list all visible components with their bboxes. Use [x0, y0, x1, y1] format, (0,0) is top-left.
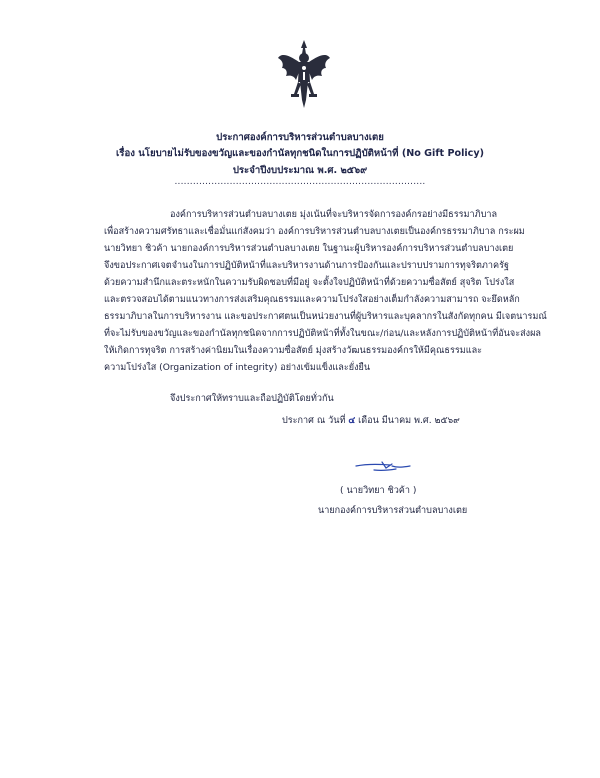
body-paragraph-line: จึงขอประกาศเจตจำนงในการปฏิบัติหน้าที่และบริหารงานด้านการป้องกันและปราบปรามการทุจริตภาครัฐ: [104, 261, 509, 271]
signer-position: นายกองค์การบริหารส่วนตำบลบางเตย: [318, 506, 468, 516]
date-suffix: เดือน มีนาคม พ.ศ. ๒๕๖๙: [358, 416, 460, 426]
garuda-emblem-icon: [276, 38, 332, 110]
closing-statement: จึงประกาศให้ทราบและถือปฏิบัติโดยทั่วกัน: [170, 394, 334, 404]
date-day: ๔: [348, 416, 356, 426]
body-paragraph-line: เพื่อสร้างความศรัทธาและเชื่อมั่นแก่สังคมว่า องค์การบริหารส่วนตำบลบางเตยเป็นองค์กรธรรมาภิบาล กระผม: [104, 227, 525, 237]
date-prefix: ประกาศ ณ วันที่: [282, 416, 346, 426]
body-paragraph-line: ความโปร่งใส (Organization of integrity) อย่างเข้มแข็งและยั่งยืน: [104, 363, 371, 373]
signer-name: ( นายวิทยา ชิวค้า ): [340, 486, 417, 496]
body-paragraph-line: นายวิทยา ชิวค้า นายกองค์การบริหารส่วนตำบลบางเตย ในฐานะผู้บริหารองค์การบริหารส่วนตำบลบางเตย: [104, 244, 514, 254]
fiscal-year-line: ประจำปีงบประมาณ พ.ศ. ๒๕๖๙: [232, 165, 368, 176]
body-paragraph-line: องค์การบริหารส่วนตำบลบางเตย มุ่งเน้นที่จะบริหารจัดการองค์กรอย่างมีธรรมาภิบาล: [170, 210, 498, 220]
body-paragraph-line: ธรรมาภิบาลในการบริหารงาน และขอประกาศตนเป็นหน่วยงานที่ผู้บริหารและบุคลากรในสังกัดทุกคน มีเจตนารมณ์: [104, 312, 547, 322]
announcement-title: ประกาศองค์การบริหารส่วนตำบลบางเตย: [216, 132, 384, 143]
announcement-date: [282, 414, 460, 428]
body-paragraph-line: และตรวจสอบได้ตามแนวทางการส่งเสริมคุณธรรมและความโปร่งใสอย่างเต็มกำลังความสามารถ จะยึดหลัก: [104, 295, 520, 305]
body-paragraph-line: ให้เกิดการทุจริต การสร้างค่านิยมในเรื่องความซื่อสัตย์ มุ่งสร้างวัฒนธรรมองค์กรให้มีคุณธรรมและ: [104, 346, 483, 356]
handwritten-signature-icon: [352, 456, 416, 478]
separator-dots: ..................................................................................: [174, 177, 426, 187]
body-paragraph-line: ด้วยความสำนึกและตระหนักในความรับผิดชอบที่มีอยู่ จะตั้งใจปฏิบัติหน้าที่ด้วยความซื่อสัตย์ สุจริต โปร่งใส: [104, 278, 515, 288]
announcement-subject: เรื่อง นโยบายไม่รับของขวัญและของกำนัลทุกชนิดในการปฏิบัติหน้าที่ (No Gift Policy): [116, 148, 484, 159]
body-paragraph-line: ที่จะไม่รับของขวัญและของกำนัลทุกชนิดจากการปฏิบัติหน้าที่ทั้งในขณะ/ก่อน/และหลังการปฏิบัติหน้าที่อันจะส่งผล: [104, 329, 541, 339]
